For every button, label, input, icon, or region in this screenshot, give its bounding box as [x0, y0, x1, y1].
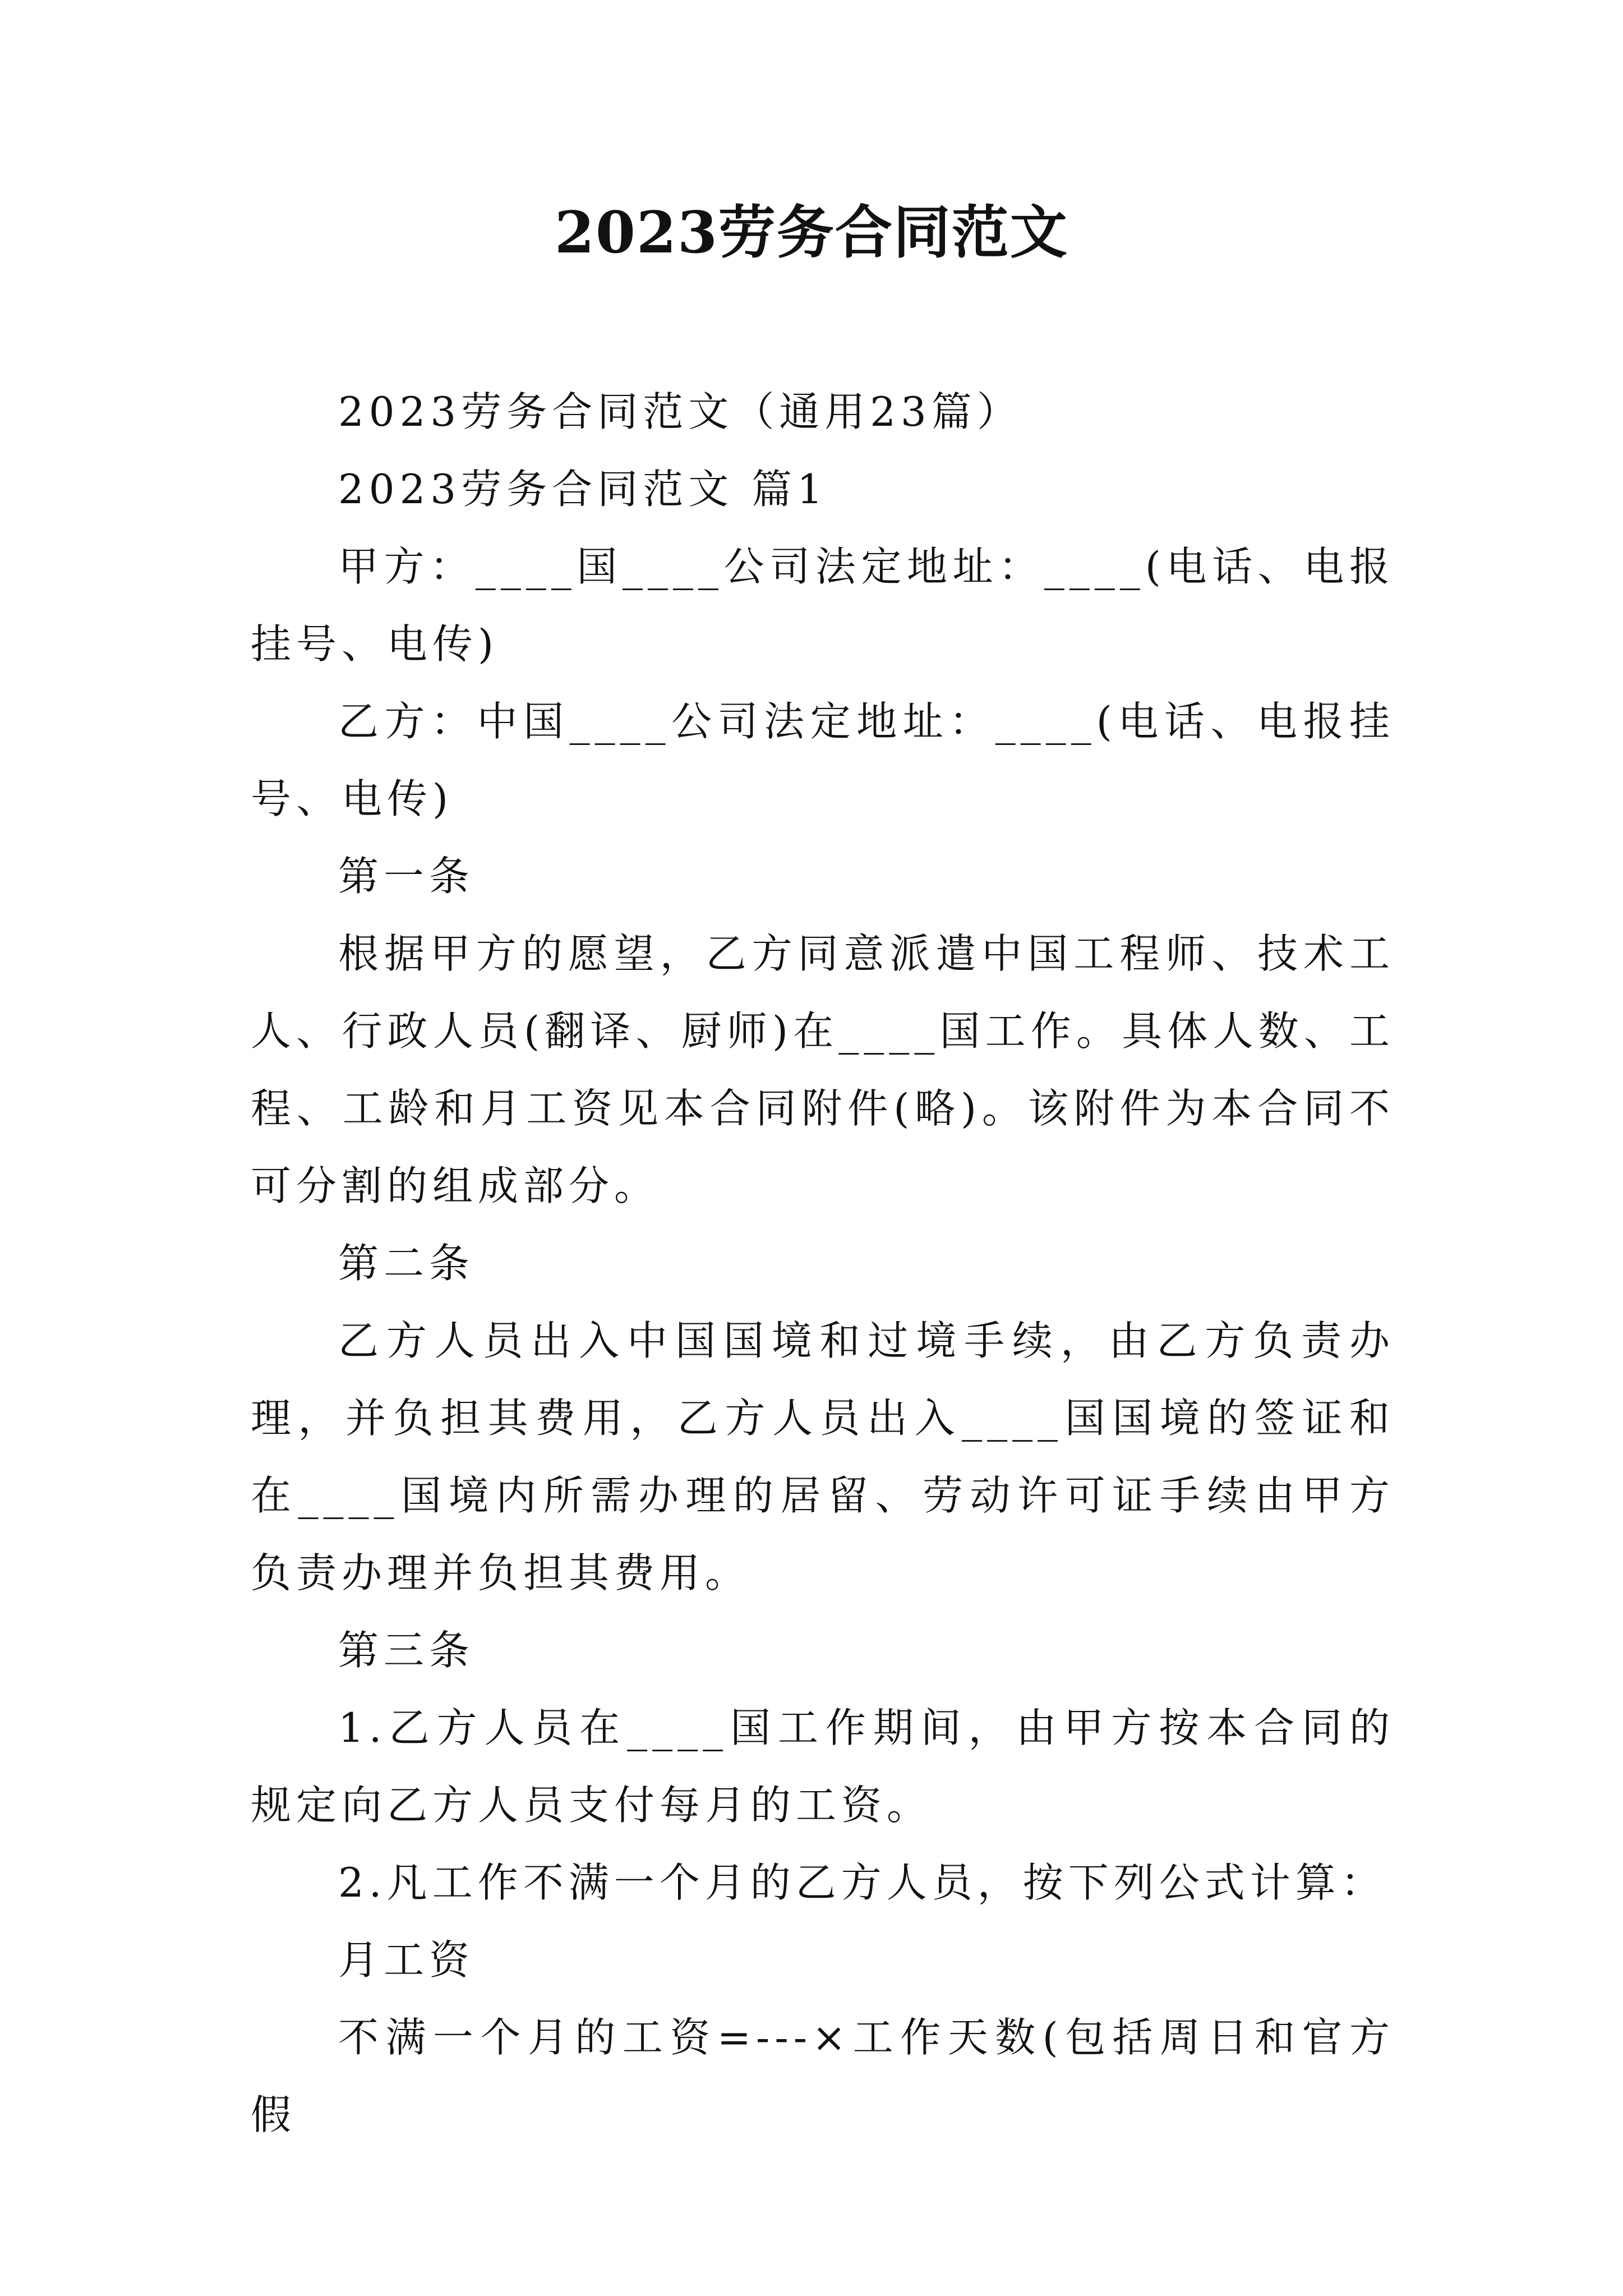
article-2-heading: 第二条: [338, 1240, 475, 1287]
document-body: [251, 373, 1395, 2154]
article-3-heading: 第三条: [338, 1627, 475, 1674]
party-b-paragraph: 乙方：中国____公司法定地址：____(电话、电报挂号、电传): [251, 698, 1395, 822]
formula-paragraph: 不满一个月的工资=---×工作天数(包括周日和官方假: [251, 2014, 1395, 2138]
article-1-paragraph: 根据甲方的愿望，乙方同意派遣中国工程师、技术工人、行政人员(翻译、厨师)在____国工作。具体人数、工程、工龄和月工资见本合同附件(略)。该附件为本合同不可分割的组成部分。: [251, 930, 1395, 1209]
article-2-paragraph: 乙方人员出入中国国境和过境手续，由乙方负责办理，并负担其费用，乙方人员出入____国国境的签证和在____国境内所需办理的居留、劳动许可证手续由甲方负责办理并负担其费用。: [251, 1317, 1395, 1596]
subtitle-paragraph: 2023劳务合同范文（通用23篇）: [338, 388, 1022, 435]
formula-label: 月工资: [338, 1936, 475, 1984]
party-a-paragraph: 甲方：____国____公司法定地址：____(电话、电报挂号、电传): [251, 543, 1395, 668]
article-3-item-1: 1.乙方人员在____国工作期间，由甲方按本合同的规定向乙方人员支付每月的工资。: [251, 1704, 1395, 1829]
article-3-item-2: 2.凡工作不满一个月的乙方人员，按下列公式计算：: [338, 1859, 1386, 1906]
document-title: 2023劳务合同范文: [555, 199, 1068, 266]
article-1-heading: 第一条: [338, 853, 475, 900]
section-heading-1: 2023劳务合同范文 篇1: [338, 466, 828, 513]
